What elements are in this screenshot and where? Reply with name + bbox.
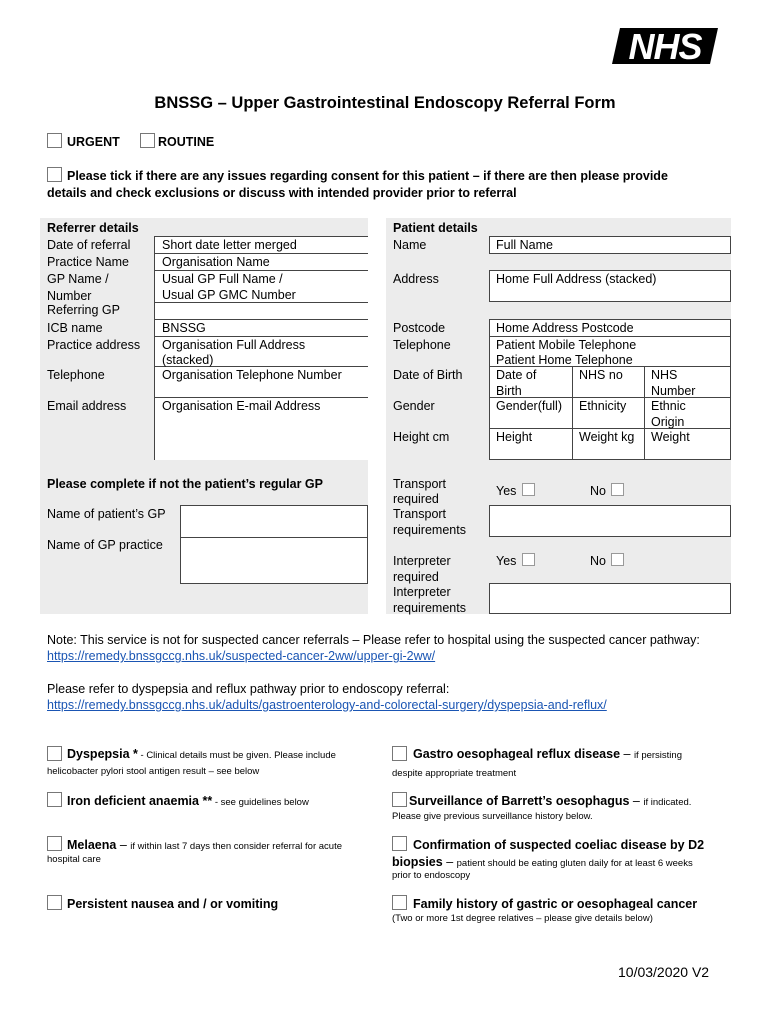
gord-detail-1: if persisting xyxy=(633,750,682,761)
ethnicity-label: Ethnicity xyxy=(579,399,627,413)
interpreter-req-label-1: Interpreter xyxy=(393,585,451,599)
melaena-title: Melaena xyxy=(67,838,117,852)
barretts-checkbox[interactable] xyxy=(392,792,407,807)
gp-name-value-2[interactable]: Usual GP GMC Number xyxy=(162,288,296,302)
melaena-detail-1: if within last 7 days then consider referral for acute xyxy=(130,841,342,852)
transport-yes-label: Yes xyxy=(496,484,517,498)
version-footer: 10/03/2020 V2 xyxy=(618,964,710,980)
gp-name-label-2: Number xyxy=(47,289,92,303)
interpreter-req-label-2: requirements xyxy=(393,601,466,615)
barretts-detail-1: if indicated. xyxy=(643,797,692,808)
coeliac-title-2: biopsies xyxy=(392,855,443,869)
dob-label: Date of Birth xyxy=(393,368,463,382)
consent-text-2: details and check exclusions or discuss with intended provider prior to referral xyxy=(47,186,517,200)
coeliac-detail-2: prior to endoscopy xyxy=(392,870,471,881)
email-value[interactable]: Organisation E-mail Address xyxy=(162,399,321,413)
icb-value[interactable]: BNSSG xyxy=(162,321,206,335)
dyspepsia-detail-1: - Clinical details must be given. Please include xyxy=(137,750,336,761)
patient-address-label: Address xyxy=(393,272,439,286)
melaena-dash: – xyxy=(116,838,131,852)
height-label: Height cm xyxy=(393,430,450,444)
interpreter-no-checkbox[interactable] xyxy=(611,553,624,566)
referrer-telephone-value[interactable]: Organisation Telephone Number xyxy=(162,368,342,382)
icb-label: ICB name xyxy=(47,321,103,335)
coeliac-detail-1: patient should be eating gluten daily for at least 6 weeks xyxy=(456,858,693,869)
transport-req-label-1: Transport xyxy=(393,507,447,521)
family-history-title: Family history of gastric or oesophageal cancer xyxy=(413,897,698,911)
routine-checkbox[interactable] xyxy=(140,133,155,148)
cancer-pathway-link[interactable]: https://remedy.bnssgccg.nhs.uk/suspected-cancer-2ww/upper-gi-2ww/ xyxy=(47,649,436,663)
date-label: Date of referral xyxy=(47,238,131,252)
iron-deficiency-detail: - see guidelines below xyxy=(212,797,309,808)
dyspepsia-checkbox[interactable] xyxy=(47,746,62,761)
patient-telephone-value-2[interactable]: Patient Home Telephone xyxy=(496,353,633,367)
gord-checkbox[interactable] xyxy=(392,746,407,761)
patient-name-value: Full Name xyxy=(496,238,553,252)
gender-label: Gender xyxy=(393,399,435,413)
transport-yes-checkbox[interactable] xyxy=(522,483,535,496)
dob-value-2[interactable]: Birth xyxy=(496,384,522,398)
dyspepsia-detail-2: helicobacter pylori stool antigen result – see below xyxy=(47,766,260,777)
postcode-value[interactable]: Home Address Postcode xyxy=(496,321,634,335)
practice-address-value-2[interactable]: (stacked) xyxy=(162,353,214,367)
iron-deficiency-checkbox[interactable] xyxy=(47,792,62,807)
patients-gp-input[interactable] xyxy=(180,505,368,538)
dyspepsia-line-1 xyxy=(67,746,336,764)
cancer-note: Note: This service is not for suspected cancer referrals – Please refer to hospital using the suspected cancer pathway: xyxy=(47,633,700,647)
transport-required-label-1: Transport xyxy=(393,477,447,491)
practice-address-value-1[interactable]: Organisation Full Address xyxy=(162,338,306,352)
melaena-checkbox[interactable] xyxy=(47,836,62,851)
dyspepsia-note: Please refer to dyspepsia and reflux pathway prior to endoscopy referral: xyxy=(47,682,450,696)
family-history-checkbox[interactable] xyxy=(392,895,407,910)
practice-address-label: Practice address xyxy=(47,338,141,352)
interpreter-requirements-input[interactable] xyxy=(489,583,731,614)
barretts-title: Surveillance of Barrett’s oesophagus xyxy=(409,794,630,808)
dob-value-1[interactable]: Date of xyxy=(496,368,537,382)
interpreter-required-label-2: required xyxy=(393,570,439,584)
interpreter-yes-checkbox[interactable] xyxy=(522,553,535,566)
transport-requirements-input[interactable] xyxy=(489,505,731,537)
transport-no-label: No xyxy=(590,484,606,498)
coeliac-dash: – xyxy=(442,855,457,869)
barretts-detail-2: Please give previous surveillance history below. xyxy=(392,811,593,822)
iron-deficiency-title: Iron deficient anaemia ** xyxy=(67,794,213,808)
transport-no-checkbox[interactable] xyxy=(611,483,624,496)
patient-name-label: Name xyxy=(393,238,427,252)
transport-req-label-2: requirements xyxy=(393,523,466,537)
consent-text-1: Please tick if there are any issues regarding consent for this patient – if there are then please provide xyxy=(67,169,668,183)
melaena-detail-2: hospital care xyxy=(47,854,101,865)
interpreter-required-label-1: Interpreter xyxy=(393,554,451,568)
family-history-detail: (Two or more 1st degree relatives – please give details below) xyxy=(392,913,653,924)
gp-name-value-1[interactable]: Usual GP Full Name / xyxy=(162,272,283,286)
gord-dash: – xyxy=(620,747,634,761)
nhs-logo xyxy=(612,26,720,66)
height-value[interactable]: Height xyxy=(496,430,533,444)
gp-practice-input[interactable] xyxy=(180,537,368,584)
nausea-title: Persistent nausea and / or vomiting xyxy=(67,897,279,911)
gord-line-1 xyxy=(413,746,682,764)
dyspepsia-title: Dyspepsia * xyxy=(67,747,138,761)
gord-title: Gastro oesophageal reflux disease xyxy=(413,747,621,761)
postcode-label: Postcode xyxy=(393,321,446,335)
gender-value[interactable]: Gender(full) xyxy=(496,399,562,413)
referring-gp-label: Referring GP xyxy=(47,303,120,317)
routine-label: ROUTINE xyxy=(158,135,215,149)
gp-practice-label: Name of GP practice xyxy=(47,538,163,552)
patient-telephone-value-1[interactable]: Patient Mobile Telephone xyxy=(496,338,637,352)
iron-deficiency-line xyxy=(67,793,309,811)
dyspepsia-pathway-link[interactable]: https://remedy.bnssgccg.nhs.uk/adults/gastroenterology-and-colorectal-surgery/dyspepsia-and-reflux/ xyxy=(47,698,607,712)
gord-detail-2: despite appropriate treatment xyxy=(392,768,517,779)
patient-heading: Patient details xyxy=(393,221,478,235)
interpreter-yes-label: Yes xyxy=(496,554,517,568)
weight-value[interactable]: Weight xyxy=(651,430,690,444)
interpreter-no-label: No xyxy=(590,554,606,568)
urgent-label: URGENT xyxy=(67,135,120,149)
gp-name-label-1: GP Name / xyxy=(47,272,109,286)
ethnic-origin-value-2[interactable]: Origin xyxy=(651,415,685,429)
patient-address-value: Home Full Address (stacked) xyxy=(496,272,657,286)
nausea-checkbox[interactable] xyxy=(47,895,62,910)
date-value[interactable]: Short date letter merged xyxy=(162,238,297,252)
practice-name-label: Practice Name xyxy=(47,255,129,269)
not-regular-gp-heading: Please complete if not the patient’s regular GP xyxy=(47,477,323,491)
transport-required-label-2: required xyxy=(393,492,439,506)
barretts-dash: – xyxy=(629,794,644,808)
coeliac-title-1: Confirmation of suspected coeliac disease by D2 xyxy=(413,838,705,852)
ethnic-origin-value-1[interactable]: Ethnic xyxy=(651,399,686,413)
patient-telephone-label: Telephone xyxy=(393,338,451,352)
practice-name-value[interactable]: Organisation Name xyxy=(162,255,270,269)
nhs-no-label: NHS no xyxy=(579,368,623,382)
referrer-telephone-label: Telephone xyxy=(47,368,105,382)
page-title: BNSSG – Upper Gastrointestinal Endoscopy Referral Form xyxy=(154,94,616,112)
weight-label: Weight kg xyxy=(579,430,635,444)
nhs-number-value-2[interactable]: Number xyxy=(651,384,696,398)
coeliac-checkbox[interactable] xyxy=(392,836,407,851)
urgent-checkbox[interactable] xyxy=(47,133,62,148)
email-label: Email address xyxy=(47,399,127,413)
consent-checkbox[interactable] xyxy=(47,167,62,182)
nhs-logo-text: NHS xyxy=(628,26,702,66)
nhs-number-value-1[interactable]: NHS xyxy=(651,368,678,382)
patients-gp-label: Name of patient’s GP xyxy=(47,507,166,521)
referrer-heading: Referrer details xyxy=(47,221,139,235)
melaena-line-1 xyxy=(67,837,342,855)
